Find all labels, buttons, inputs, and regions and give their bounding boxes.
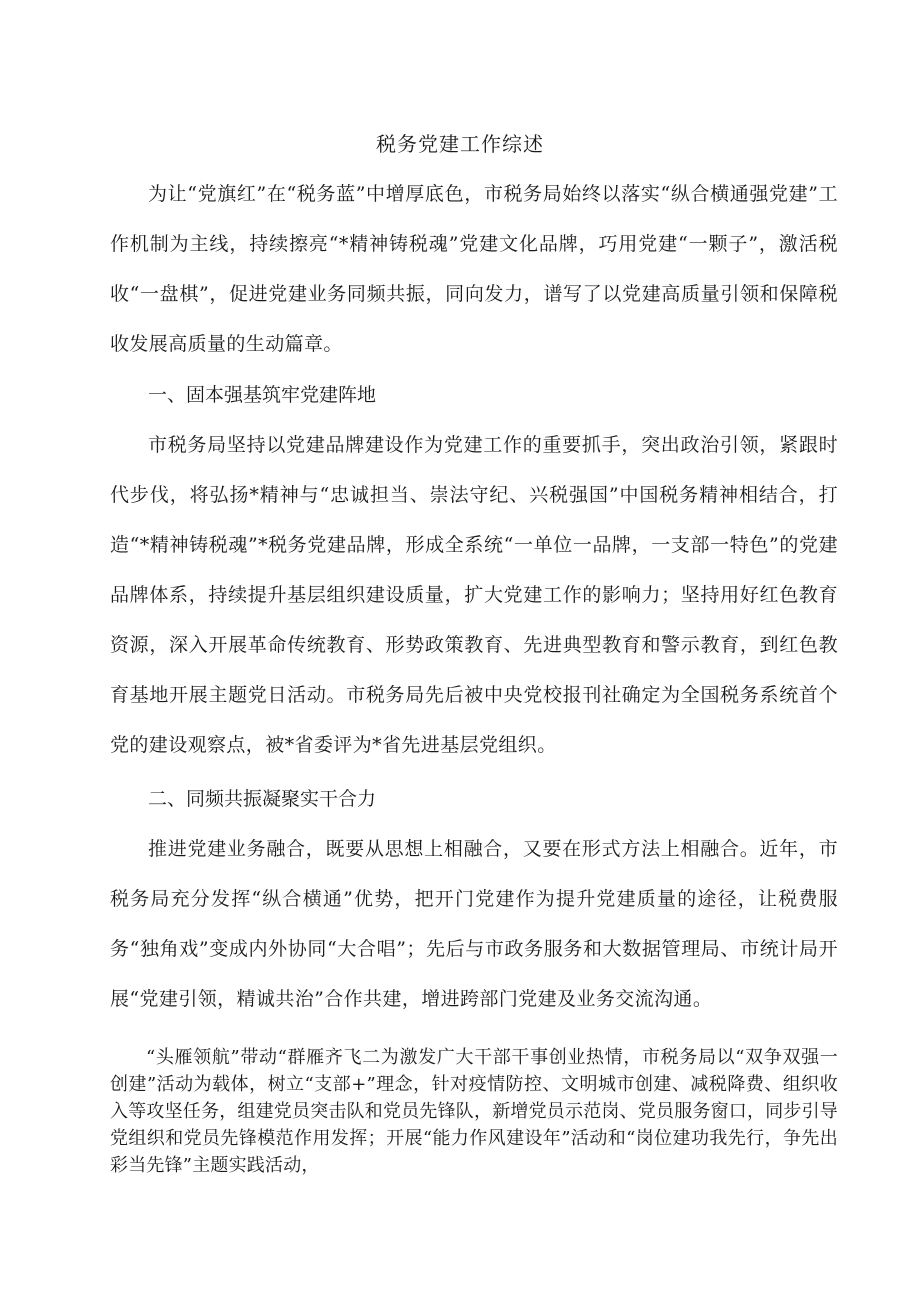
intro-paragraph: 为让“党旗红”在“税务蓝”中增厚底色，市税务局始终以落实“纵合横通强党建”工作机制为主线，持续擦亮“*精神铸税魂”党建文化品牌，巧用党建“一颗子”，激活税收“一盘棋”，促进党建业务同频共振，同向发力，谱写了以党建高质量引领和保障税收发展高质量的生动篇章。 [110, 183, 838, 355]
section-heading-1: 一、固本强基筑牢党建阵地 [148, 384, 377, 406]
section-1-paragraph-1: 市税务局坚持以党建品牌建设作为党建工作的重要抓手，突出政治引领，紧跟时代步伐，将弘扬*精神与“忠诚担当、崇法守纪、兴税强国”中国税务精神相结合，打造“*精神铸税魂”*税务党建品牌，形成全系统“一单位一品牌，一支部一特色”的党建品牌体系，持续提升基层组织建设质量，扩大党建工作的影响力；坚持用好红色教育资源，深入开展革命传统教育、形势政策教育、先进典型教育和警示教育，到红色教育基地开展主题党日活动。市税务局先后被中央党校报刊社确定为全国税务系统首个党的建设观察点，被*省委评为*省先进基层党组织。 [110, 434, 838, 756]
section-2-paragraph-1: 推进党建业务融合，既要从思想上相融合，又要在形式方法上相融合。近年，市税务局充分发挥“纵合横通”优势，把开门党建作为提升党建质量的途径，让税费服务“独角戏”变成内外协同“大合唱”；先后与市政务服务和大数据管理局、市统计局开展“党建引领，精诚共治”合作共建，增进跨部门党建及业务交流沟通。 [110, 838, 838, 1010]
document-title: 税务党建工作综述 [376, 132, 544, 156]
section-heading-2: 二、同频共振凝聚实干合力 [148, 788, 377, 810]
section-2-paragraph-2: “头雁领航”带动“群雁齐飞二为激发广大干部干事创业热情，市税务局以“双争双强一创建”活动为载体，树立“支部+”理念，针对疫情防控、文明城市创建、减税降费、组织收入等攻坚任务，组建党员突击队和党员先锋队，新增党员示范岗、党员服务窗口，同步引导党组织和党员先锋模范作用发挥；开展“能力作风建设年”活动和“岗位建功我先行，争先出彩当先锋”主题实践活动， [110, 1047, 838, 1176]
